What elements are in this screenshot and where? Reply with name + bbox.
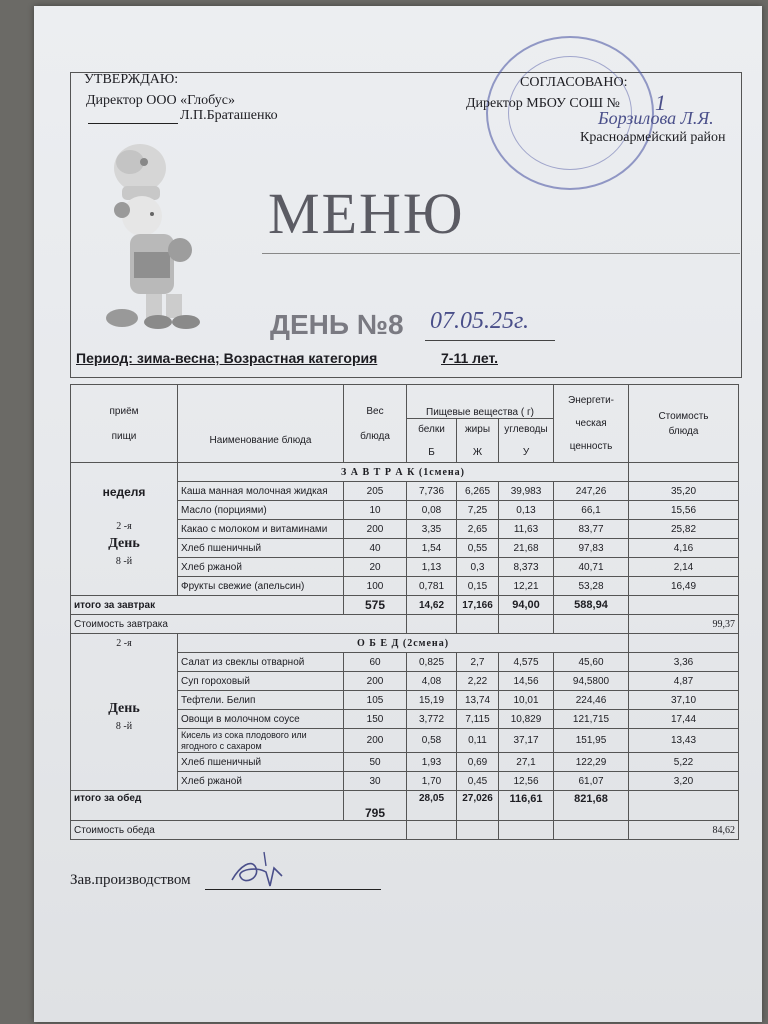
lunch-total-label: итого за обед [71, 791, 344, 821]
agreement-signature: Борзилова Л.Я. [598, 108, 714, 128]
lunch-total-row [71, 791, 739, 821]
dish-cost: 15,56 [629, 501, 739, 520]
dish-energy: 40,71 [554, 558, 629, 577]
header-cost-line2: блюда [668, 425, 699, 437]
header-meal [71, 385, 178, 463]
dish-name: Каша манная молочная жидкая [178, 482, 344, 501]
dish-fat: 13,74 [457, 691, 499, 710]
dish-name: Хлеб пшеничный [178, 753, 344, 772]
approval-position: Директор ООО «Глобус» [86, 93, 235, 108]
approval-title: УТВЕРЖДАЮ: [84, 72, 179, 87]
dish-weight: 50 [344, 753, 407, 772]
dish-weight: 40 [344, 539, 407, 558]
dish-cost: 4,87 [629, 672, 739, 691]
signature-scribble [226, 846, 296, 892]
dish-weight: 10 [344, 501, 407, 520]
header-fat-line1: жиры [464, 423, 491, 435]
lunch-cost-total: 84,62 [629, 821, 739, 840]
breakfast-day-num: 8 -й [115, 556, 133, 567]
header-energy-line1: Энергети- [568, 395, 614, 406]
header-nutrients: Пищевые вещества ( г) [407, 385, 554, 419]
dish-name: Кисель из сока плодового или ягодного с сахаром [178, 729, 344, 753]
dish-carbs: 21,68 [499, 539, 554, 558]
dish-cost: 5,22 [629, 753, 739, 772]
dish-carbs: 10,01 [499, 691, 554, 710]
breakfast-section-blank [629, 463, 739, 482]
breakfast-cost-total: 99,37 [629, 615, 739, 634]
dish-name: Салат из свеклы отварной [178, 653, 344, 672]
breakfast-total-energy: 588,94 [554, 596, 629, 615]
dish-carbs: 0,13 [499, 501, 554, 520]
dish-carbs: 12,21 [499, 577, 554, 596]
dish-name: Какао с молоком и витаминами [178, 520, 344, 539]
period-label: Период: зима-весна; Возрастная категория [76, 350, 378, 366]
dish-fat: 6,265 [457, 482, 499, 501]
header-energy-line2: ческая [575, 418, 607, 429]
dish-energy: 94,5800 [554, 672, 629, 691]
day-date-line [425, 340, 555, 341]
breakfast-section-title: З А В Т Р А К (1смена) [178, 463, 629, 482]
dish-energy: 66,1 [554, 501, 629, 520]
breakfast-meal-cell [71, 463, 178, 596]
dish-energy: 121,715 [554, 710, 629, 729]
blank-cell [554, 615, 629, 634]
dish-protein: 1,70 [407, 772, 457, 791]
header-cost-line1: Стоимость [658, 410, 709, 422]
lunch-total-blank [629, 791, 739, 821]
header-energy [554, 385, 629, 463]
header-carbs-line2: У [522, 446, 530, 458]
dish-energy: 122,29 [554, 753, 629, 772]
dish-weight: 200 [344, 729, 407, 753]
dish-energy: 151,95 [554, 729, 629, 753]
dish-protein: 3,35 [407, 520, 457, 539]
day-date: 07.05.25г. [430, 308, 530, 334]
dish-fat: 2,65 [457, 520, 499, 539]
dish-cost: 16,49 [629, 577, 739, 596]
breakfast-total-row [71, 596, 739, 615]
dish-protein: 1,93 [407, 753, 457, 772]
dish-energy: 83,77 [554, 520, 629, 539]
lunch-total-fat: 27,026 [457, 791, 499, 821]
approval-name: Л.П.Браташенко [180, 108, 278, 123]
dish-cost: 17,44 [629, 710, 739, 729]
breakfast-total-label: итого за завтрак [71, 596, 344, 615]
blank-cell [499, 821, 554, 840]
dish-protein: 1,13 [407, 558, 457, 577]
dish-energy: 224,46 [554, 691, 629, 710]
dish-fat: 7,115 [457, 710, 499, 729]
dish-protein: 0,08 [407, 501, 457, 520]
dish-name: Хлеб ржаной [178, 772, 344, 791]
dish-cost: 37,10 [629, 691, 739, 710]
dish-protein: 7,736 [407, 482, 457, 501]
dish-carbs: 11,63 [499, 520, 554, 539]
breakfast-total-blank [629, 596, 739, 615]
dish-carbs: 8,373 [499, 558, 554, 577]
age-category: 7-11 лет. [441, 350, 498, 366]
dish-weight: 200 [344, 672, 407, 691]
lunch-cost-row [71, 821, 739, 840]
dish-energy: 61,07 [554, 772, 629, 791]
dish-weight: 105 [344, 691, 407, 710]
dish-protein: 3,772 [407, 710, 457, 729]
title-rule [262, 253, 740, 254]
dish-weight: 205 [344, 482, 407, 501]
dish-name: Хлеб ржаной [178, 558, 344, 577]
dish-carbs: 10,829 [499, 710, 554, 729]
dish-name: Масло (порциями) [178, 501, 344, 520]
breakfast-day-label: День [108, 536, 140, 551]
agreement-position: Директор МБОУ СОШ № [466, 96, 620, 111]
dish-weight: 150 [344, 710, 407, 729]
dish-protein: 1,54 [407, 539, 457, 558]
lunch-section-title: О Б Е Д (2смена) [178, 634, 629, 653]
lunch-week-num: 2 -я [116, 638, 132, 649]
dish-protein: 15,19 [407, 691, 457, 710]
approval-signature-line [88, 123, 178, 124]
header-meal-line2: пищи [111, 430, 137, 442]
dish-carbs: 27,1 [499, 753, 554, 772]
header-protein [407, 419, 457, 463]
header-dish: Наименование блюда [178, 385, 344, 463]
dish-weight: 100 [344, 577, 407, 596]
header-cost [629, 385, 739, 463]
dish-fat: 2,22 [457, 672, 499, 691]
dish-weight: 200 [344, 520, 407, 539]
dish-name: Тефтели. Белип [178, 691, 344, 710]
dish-fat: 0,55 [457, 539, 499, 558]
header-weight [344, 385, 407, 463]
dish-name: Овощи в молочном соусе [178, 710, 344, 729]
dish-protein: 0,58 [407, 729, 457, 753]
dish-cost: 35,20 [629, 482, 739, 501]
lunch-total-weight: 795 [344, 791, 407, 821]
header-carbs [499, 419, 554, 463]
lunch-cost-label: Стоимость обеда [71, 821, 407, 840]
breakfast-week-label: неделя [102, 485, 146, 499]
blank-cell [407, 821, 457, 840]
breakfast-cost-row [71, 615, 739, 634]
dish-weight: 30 [344, 772, 407, 791]
breakfast-total-protein: 14,62 [407, 596, 457, 615]
lunch-total-carbs: 116,61 [499, 791, 554, 821]
blank-cell [499, 615, 554, 634]
dish-carbs: 12,56 [499, 772, 554, 791]
dish-fat: 0,3 [457, 558, 499, 577]
dish-protein: 0,781 [407, 577, 457, 596]
agreement-region: Красноармейский район [580, 130, 726, 145]
header-fat [457, 419, 499, 463]
day-title: ДЕНЬ №8 [270, 309, 404, 340]
dish-cost: 2,14 [629, 558, 739, 577]
breakfast-cost-label: Стоимость завтрака [71, 615, 407, 634]
dish-carbs: 14,56 [499, 672, 554, 691]
lunch-total-energy: 821,68 [554, 791, 629, 821]
dish-protein: 4,08 [407, 672, 457, 691]
breakfast-total-fat: 17,166 [457, 596, 499, 615]
dish-weight: 20 [344, 558, 407, 577]
dish-fat: 0,11 [457, 729, 499, 753]
signature-label: Зав.производством [70, 872, 191, 888]
header-weight-line2: блюда [360, 430, 390, 442]
dish-energy: 45,60 [554, 653, 629, 672]
dish-cost: 3,20 [629, 772, 739, 791]
lunch-day-num: 8 -й [115, 721, 133, 732]
agreement-school-number: 1 [655, 90, 666, 115]
dish-weight: 60 [344, 653, 407, 672]
dish-fat: 2,7 [457, 653, 499, 672]
header-fat-line2: Ж [472, 446, 483, 458]
dish-fat: 0,15 [457, 577, 499, 596]
chef-illustration [100, 140, 212, 336]
lunch-total-protein: 28,05 [407, 791, 457, 821]
dish-cost: 25,82 [629, 520, 739, 539]
dish-carbs: 39,983 [499, 482, 554, 501]
dish-energy: 97,83 [554, 539, 629, 558]
lunch-section-blank [629, 634, 739, 653]
dish-cost: 13,43 [629, 729, 739, 753]
dish-cost: 4,16 [629, 539, 739, 558]
header-meal-line1: приём [109, 405, 139, 417]
dish-cost: 3,36 [629, 653, 739, 672]
dish-name: Фрукты свежие (апельсин) [178, 577, 344, 596]
dish-name: Хлеб пшеничный [178, 539, 344, 558]
lunch-meal-cell [71, 634, 178, 791]
blank-cell [554, 821, 629, 840]
header-protein-line2: Б [428, 446, 435, 458]
blank-cell [457, 821, 499, 840]
menu-table [70, 384, 739, 840]
header-energy-line3: ценность [569, 441, 613, 452]
dish-fat: 0,69 [457, 753, 499, 772]
dish-energy: 247,26 [554, 482, 629, 501]
breakfast-total-carbs: 94,00 [499, 596, 554, 615]
blank-cell [407, 615, 457, 634]
breakfast-total-weight: 575 [344, 596, 407, 615]
header-weight-line1: Вес [366, 405, 384, 417]
dish-name: Суп гороховый [178, 672, 344, 691]
lunch-day-label: День [108, 701, 140, 716]
breakfast-week-num: 2 -я [116, 521, 132, 532]
dish-carbs: 37,17 [499, 729, 554, 753]
header-carbs-line1: углеводы [504, 423, 548, 435]
dish-fat: 7,25 [457, 501, 499, 520]
dish-protein: 0,825 [407, 653, 457, 672]
dish-fat: 0,45 [457, 772, 499, 791]
header-protein-line1: белки [418, 423, 445, 435]
dish-energy: 53,28 [554, 577, 629, 596]
dish-carbs: 4,575 [499, 653, 554, 672]
agreement-title: СОГЛАСОВАНО: [520, 75, 628, 90]
menu-title: МЕНЮ [268, 181, 465, 246]
blank-cell [457, 615, 499, 634]
